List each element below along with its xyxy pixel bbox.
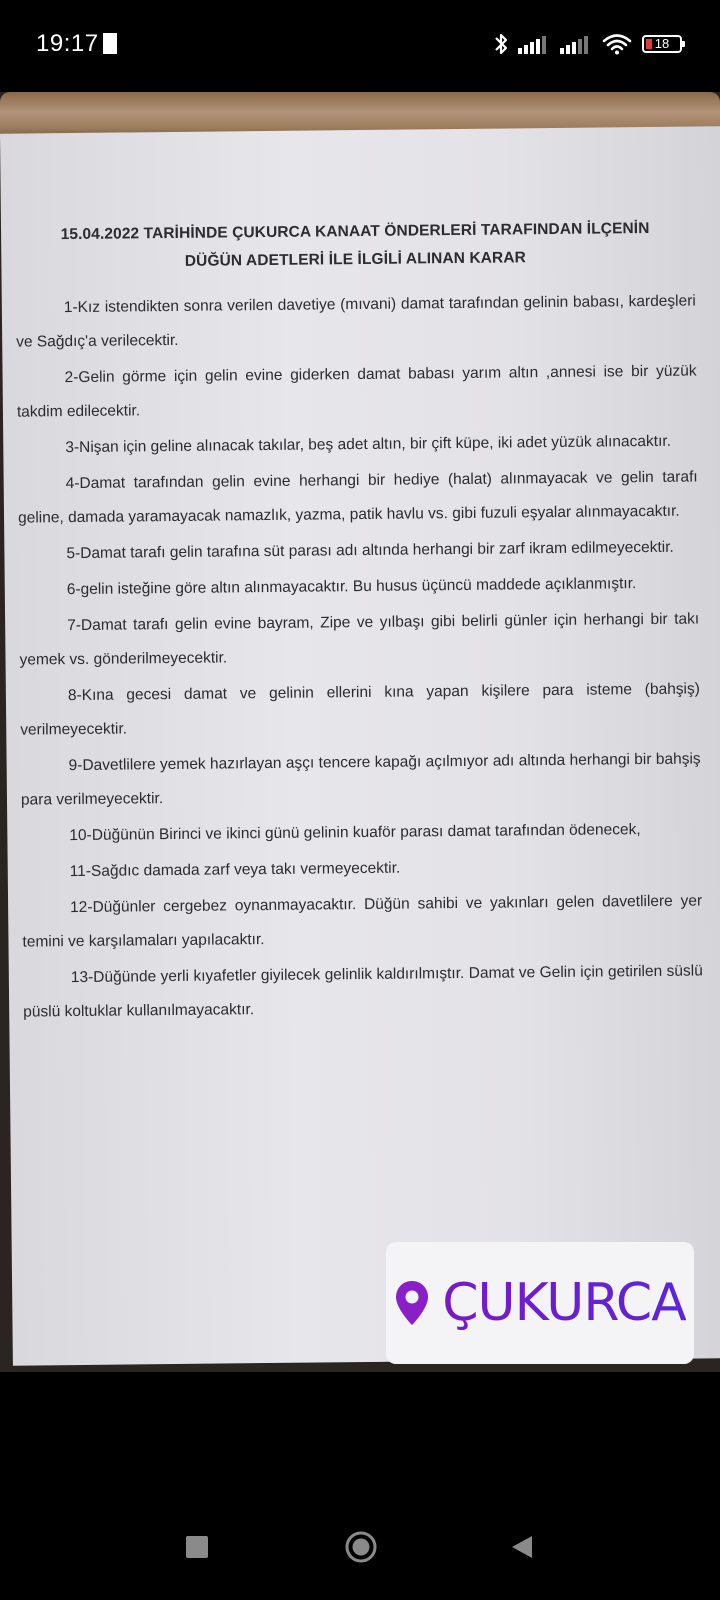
decision-item: 3-Nişan için geline alınacak takılar, beş adet altın, bir çift küpe, iki adet yüzük alınacaktır. bbox=[65, 432, 672, 457]
decision-item: 7-Damat tarafı gelin evine bayram, Zipe ve yılbaşı gibi belirli günler için herhangi bir takı yemek vs. gönderilmeyecektir. bbox=[19, 610, 700, 669]
battery-fill bbox=[646, 39, 652, 49]
back-button[interactable] bbox=[510, 1534, 534, 1560]
decision-item: 13-Düğünde yerli kıyafetler giyilecek gelinlik kaldırılmıştır. Damat ve Gelin için getirilen süslü püslü koltuklar kullanılmayacaktır. bbox=[23, 962, 703, 1021]
status-icons bbox=[494, 30, 682, 58]
decision-item: 12-Düğünler cergebez oynanmayacaktır. Düğün sahibi ve yakınları gelen davetlilere yer temini ve karşılamaları yapılacaktır. bbox=[22, 892, 703, 951]
home-button[interactable] bbox=[344, 1530, 378, 1564]
battery-icon bbox=[642, 35, 682, 53]
battery-level: 18 bbox=[654, 36, 670, 51]
decision-item: 11-Sağdıc damada zarf veya takı vermeyecektir. bbox=[69, 859, 401, 881]
title-line-2: DÜĞÜN ADETLERİ İLE İLGİLİ ALINAN KARAR bbox=[184, 249, 526, 270]
decision-item: 6-gelin isteğine göre altın alınmayacaktır. Bu husus üçüncü maddede açıklanmıştır. bbox=[66, 575, 637, 599]
decision-item: 4-Damat tarafından gelin evine herhangi bir hediye (halat) alınmayacak ve gelin tarafı geline, damada yaramayacak namazlık, yazma, patik havlu vs. gibi fuzuli eşyalar alınmayacaktır. bbox=[17, 468, 698, 527]
wifi-icon bbox=[602, 33, 632, 55]
recents-button[interactable] bbox=[186, 1536, 208, 1558]
document-title bbox=[15, 214, 696, 277]
paper-sheet bbox=[0, 126, 720, 1365]
decision-item: 1-Kız istendikten sonra verilen davetiye (mıvani) damat tarafından gelinin babası, kardeşleri ve Sağdıç'a verilecektir. bbox=[16, 292, 696, 351]
status-bar bbox=[0, 0, 720, 92]
notification-icon bbox=[103, 33, 117, 54]
signal-icon bbox=[560, 34, 592, 54]
document bbox=[15, 214, 703, 1031]
decision-item: 10-Düğünün Birinci ve ikinci günü gelinin kuaför parası damat tarafından ödenecek, bbox=[69, 821, 641, 845]
decision-item: 2-Gelin görme için gelin evine giderken damat babası yarım altın ,annesi ise bir yüzük takdim edilecektir. bbox=[16, 362, 697, 421]
location-label: ÇUKURCA bbox=[442, 1273, 686, 1333]
decision-item: 8-Kına gecesi damat ve gelinin ellerini kına yapan kişilere para isteme (bahşiş) verilmeyecektir. bbox=[20, 680, 700, 739]
decision-list bbox=[16, 284, 704, 1029]
location-pin-icon bbox=[394, 1279, 430, 1327]
status-time: 19:17 bbox=[36, 30, 99, 57]
bluetooth-icon bbox=[494, 32, 508, 56]
decision-item: 9-Davetlilere yemek hazırlayan aşçı tencere kapağı açılmıyor adı altında herhangi bir bahşiş para verilmeyecektir. bbox=[20, 750, 701, 809]
photo bbox=[0, 92, 720, 1372]
location-sticker[interactable] bbox=[386, 1242, 694, 1364]
signal-icon bbox=[518, 34, 550, 54]
decision-item: 5-Damat tarafı gelin tarafına süt parası adı altında herhangi bir zarf ikram edilmeyecektir. bbox=[66, 538, 674, 563]
navigation-bar bbox=[0, 1490, 720, 1600]
title-line-1: 15.04.2022 TARİHİNDE ÇUKURCA KANAAT ÖNDERLERİ TARAFINDAN İLÇENİN bbox=[60, 219, 650, 244]
